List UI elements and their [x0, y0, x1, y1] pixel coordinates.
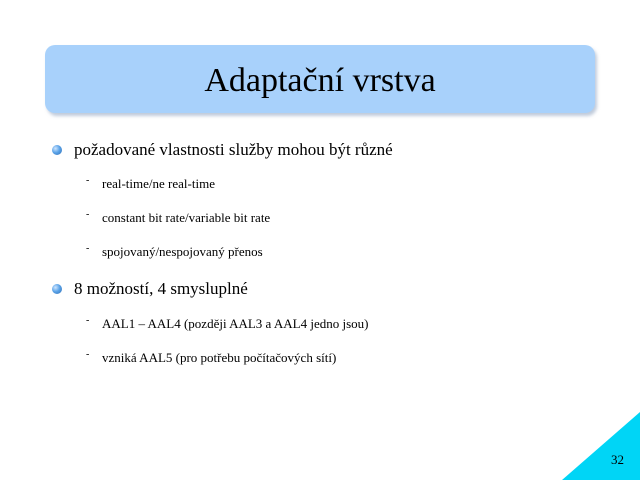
sub-bullet-text: spojovaný/nespojovaný přenos: [102, 244, 263, 259]
slide-title: Adaptační vrstva: [204, 62, 436, 99]
bullet-text: požadované vlastnosti služby mohou být různé: [74, 140, 393, 159]
sub-bullet-text: constant bit rate/variable bit rate: [102, 210, 271, 225]
dash-bullet-icon: -: [86, 243, 90, 254]
blue-sphere-bullet-icon: [52, 145, 62, 155]
sub-bullet-text: real-time/ne real-time: [102, 176, 215, 191]
sub-bullet-item: [86, 349, 336, 367]
sub-bullet-text: AAL1 – AAL4 (později AAL3 a AAL4 jedno jsou): [102, 316, 369, 331]
sub-bullet-item: [86, 175, 215, 193]
corner-triangle-decoration: [562, 412, 640, 480]
sub-bullet-text: vzniká AAL5 (pro potřebu počítačových sítí): [102, 350, 337, 365]
bullet-item: [52, 278, 248, 300]
dash-bullet-icon: -: [86, 315, 90, 326]
sub-bullet-item: [86, 315, 368, 333]
dash-bullet-icon: -: [86, 175, 90, 186]
sub-bullet-item: [86, 209, 270, 227]
bullet-item: [52, 139, 393, 161]
sub-bullet-item: [86, 243, 263, 261]
bullet-text: 8 možností, 4 smysluplné: [74, 279, 248, 298]
dash-bullet-icon: -: [86, 349, 90, 360]
dash-bullet-icon: -: [86, 209, 90, 220]
page-number: 32: [611, 452, 624, 467]
blue-sphere-bullet-icon: [52, 284, 62, 294]
